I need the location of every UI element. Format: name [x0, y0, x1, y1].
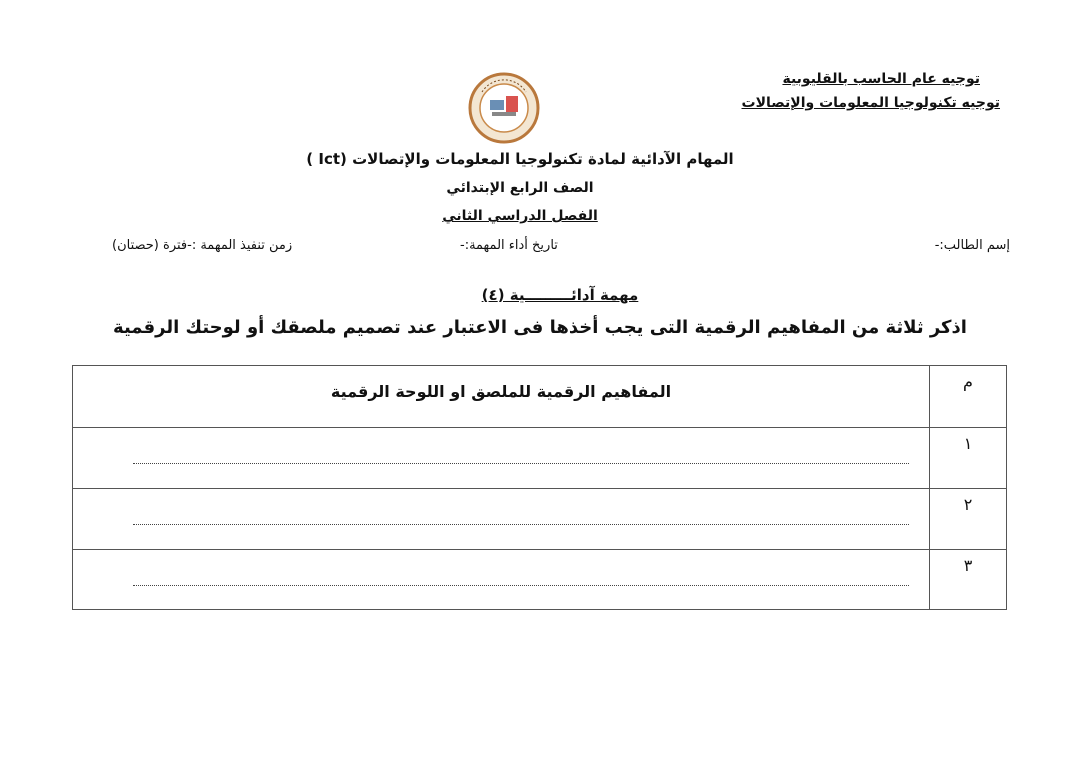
table-header-row — [73, 366, 1006, 428]
header-content-cell — [73, 366, 929, 427]
page-title: المهام الآدائية لمادة تكنولوجيا المعلومات والإتصالات (Ict ) — [306, 150, 734, 168]
table-row — [73, 550, 1006, 610]
answer-dotted-line — [133, 585, 909, 586]
task-title: مهمة آدائـــــــــية (٤) — [481, 286, 639, 304]
task-time-label: زمن تنفيذ المهمة :-فترة (حصتان) — [112, 238, 293, 253]
answer-dotted-line — [133, 463, 909, 464]
student-name-label: إسم الطالب:- — [934, 238, 1010, 253]
directorate-logo — [468, 72, 540, 144]
table-row — [73, 428, 1006, 489]
task-date-label: تاريخ أداء المهمة:- — [460, 238, 558, 253]
row-num-cell: ٣ — [929, 550, 1006, 610]
table-row — [73, 489, 1006, 550]
row-num-cell: ٢ — [929, 489, 1006, 549]
grade-title: الصف الرابع الإبتدائي — [446, 180, 594, 196]
header-content-text: المفاهيم الرقمية للملصق او اللوحة الرقمية — [330, 382, 672, 401]
answer-dotted-line — [133, 524, 909, 525]
header-num-cell: م — [929, 366, 1006, 427]
term-title: الفصل الدراسي الثاني — [442, 208, 598, 224]
directorate-line-1: توجيه عام الحاسب بالقليوبية — [782, 71, 980, 87]
answer-cell[interactable] — [73, 428, 929, 488]
concepts-table — [72, 365, 1007, 610]
logo-emblem-icon — [468, 72, 540, 144]
directorate-line-2: توجيه تكنولوجيا المعلومات والإتصالات — [741, 95, 1000, 111]
answer-cell[interactable] — [73, 489, 929, 549]
row-num-cell: ١ — [929, 428, 1006, 488]
task-question: اذكر ثلاثة من المفاهيم الرقمية التى يجب أخذها فى الاعتبار عند تصميم ملصقك أو لوحتك الرقمية — [113, 317, 967, 338]
answer-cell[interactable] — [73, 550, 929, 610]
